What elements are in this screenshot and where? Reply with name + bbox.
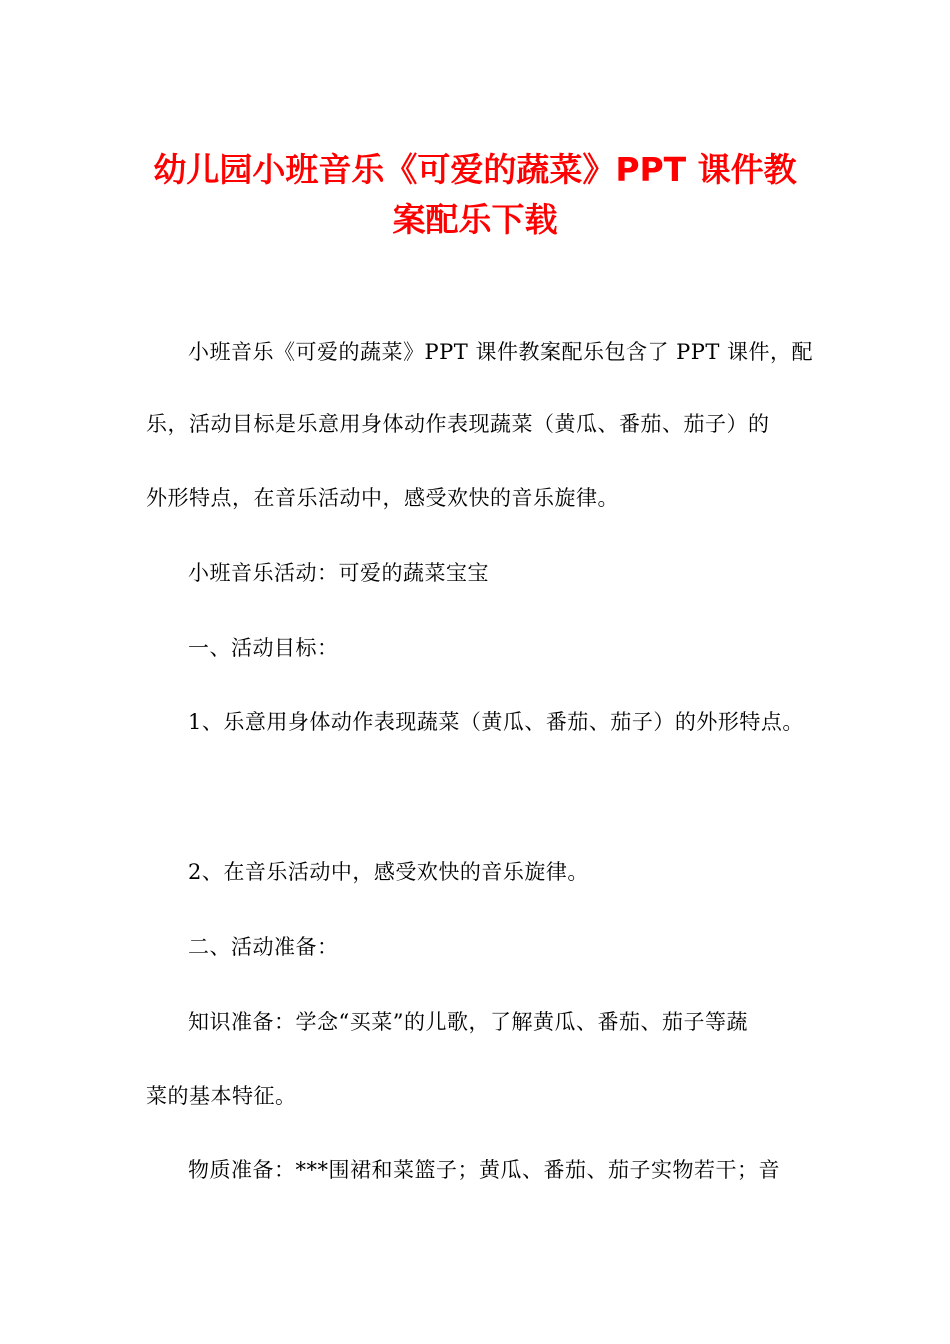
section-heading-goals: 一、活动目标： bbox=[188, 636, 339, 660]
section-heading-preparation: 二、活动准备： bbox=[188, 935, 339, 959]
document-title-line-1: 幼儿园小班音乐《可爱的蔬菜》PPT 课件教 bbox=[153, 150, 797, 189]
activity-heading: 小班音乐活动：可爱的蔬菜宝宝 bbox=[188, 561, 489, 585]
goal-item-1: 1、乐意用身体动作表现蔬菜（黄瓜、番茄、茄子）的外形特点。 bbox=[188, 710, 804, 734]
knowledge-prep-line-1: 知识准备：学念“买菜”的儿歌，了解黄瓜、番茄、茄子等蔬 bbox=[188, 1010, 748, 1034]
material-prep-line-1: 物质准备：***围裙和菜篮子；黄瓜、番茄、茄子实物若干；音 bbox=[188, 1158, 780, 1182]
intro-paragraph-line-2: 乐，活动目标是乐意用身体动作表现蔬菜（黄瓜、番茄、茄子）的 bbox=[146, 412, 770, 436]
intro-paragraph-line-3: 外形特点，在音乐活动中，感受欢快的音乐旋律。 bbox=[146, 486, 619, 510]
intro-paragraph-line-1: 小班音乐《可爱的蔬菜》PPT 课件教案配乐包含了 PPT 课件，配 bbox=[188, 340, 814, 364]
goal-item-2: 2、在音乐活动中，感受欢快的音乐旋律。 bbox=[188, 860, 589, 884]
knowledge-prep-line-2: 菜的基本特征。 bbox=[146, 1084, 297, 1108]
document-title-line-2: 案配乐下载 bbox=[392, 200, 558, 239]
